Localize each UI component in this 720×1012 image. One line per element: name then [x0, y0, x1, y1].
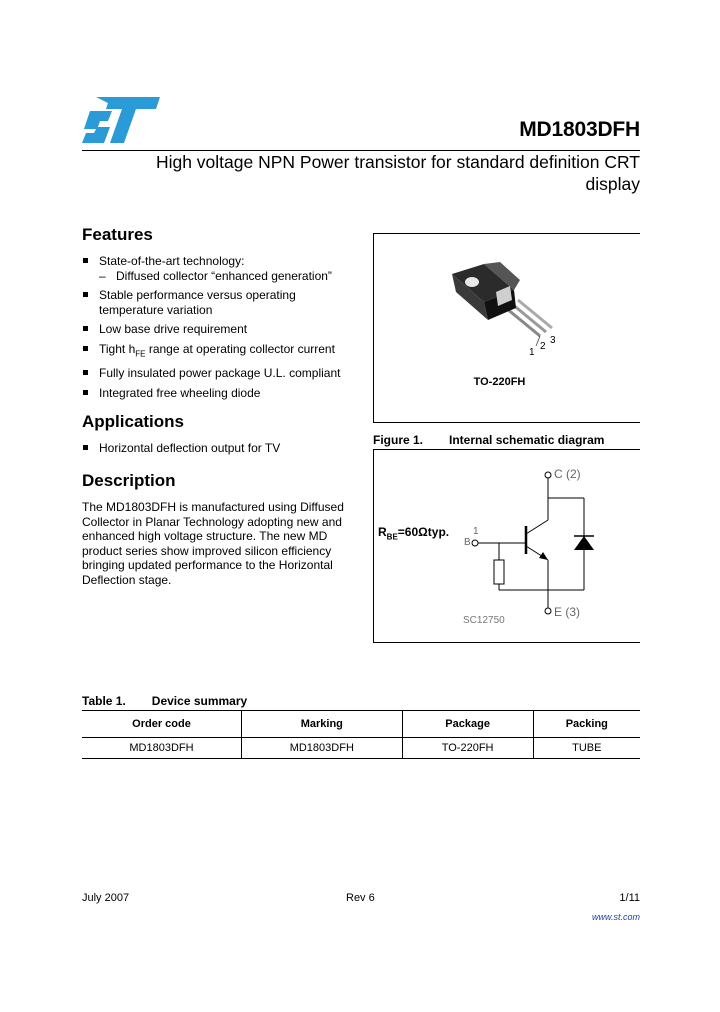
- description-heading: Description: [82, 471, 176, 490]
- list-item: Fully insulated power package U.L. compliant: [82, 366, 362, 381]
- list-item: Stable performance versus operating temperature variation: [82, 288, 362, 317]
- table-caption: Table 1. Device summary: [82, 694, 248, 708]
- package-label: TO-220FH: [473, 376, 526, 388]
- table-header-row: [82, 711, 640, 738]
- collector-node-label: C (2): [554, 467, 581, 481]
- figure-caption: Figure 1. Internal schematic diagram: [373, 433, 605, 447]
- base-node-label: B: [464, 537, 471, 548]
- column-header: Marking: [241, 711, 402, 738]
- list-item: Low base drive requirement: [82, 322, 362, 337]
- device-summary-table: [82, 710, 640, 759]
- to220fh-package-image: [440, 262, 570, 362]
- list-item: State-of-the-art technology: – Diffused collector “enhanced generation”: [82, 254, 362, 283]
- list-item: Tight $h_{FE}$ range at operating collector current: [82, 342, 362, 362]
- footer-url-link[interactable]: www.st.com: [591, 912, 640, 922]
- column-header: Order code: [82, 711, 241, 738]
- schematic-diagram: [374, 450, 640, 642]
- base-node-number: 1: [473, 526, 479, 537]
- footer-revision: Rev 6: [346, 892, 375, 904]
- pin-label-3: 3: [550, 335, 556, 346]
- footer-page-number: 1/11: [619, 892, 640, 904]
- applications-heading: Applications: [82, 412, 185, 431]
- column-header: Packing: [533, 711, 640, 738]
- emitter-node-label: E (3): [554, 605, 581, 619]
- table-cell: TO-220FH: [402, 738, 533, 759]
- applications-list: [82, 441, 362, 461]
- table-cell: MD1803DFH: [241, 738, 402, 759]
- description-text: The MD1803DFH is manufactured using Diffused Collector in Planar Technology adopting new and enhanced high voltage structure. The new MD product series show improved silicon efficiency bringing updated performance to the Horizontal Deflection stage.: [82, 500, 344, 587]
- column-header: Package: [402, 711, 533, 738]
- features-list: [82, 254, 362, 405]
- pin-label-2: 2: [540, 341, 546, 352]
- rbe-label: $R_{BE}=60\Omega typ$.: [378, 525, 450, 542]
- sub-list-item: – Diffused collector “enhanced generation”: [99, 268, 332, 283]
- table-cell: MD1803DFH: [82, 738, 241, 759]
- figure-code: SC12750: [463, 615, 505, 626]
- features-heading: Features: [82, 225, 153, 244]
- list-item: Horizontal deflection output for TV: [82, 441, 362, 456]
- table-row: [82, 738, 640, 759]
- st-logo: [82, 97, 160, 143]
- list-item: Integrated free wheeling diode: [82, 386, 362, 401]
- footer-date: July 2007: [82, 892, 130, 904]
- table-cell: TUBE: [533, 738, 640, 759]
- part-number-title: MD1803DFH: [519, 118, 640, 141]
- document-subtitle: High voltage NPN Power transistor for standard definition CRT display: [155, 152, 640, 194]
- pin-label-1: 1: [529, 347, 535, 358]
